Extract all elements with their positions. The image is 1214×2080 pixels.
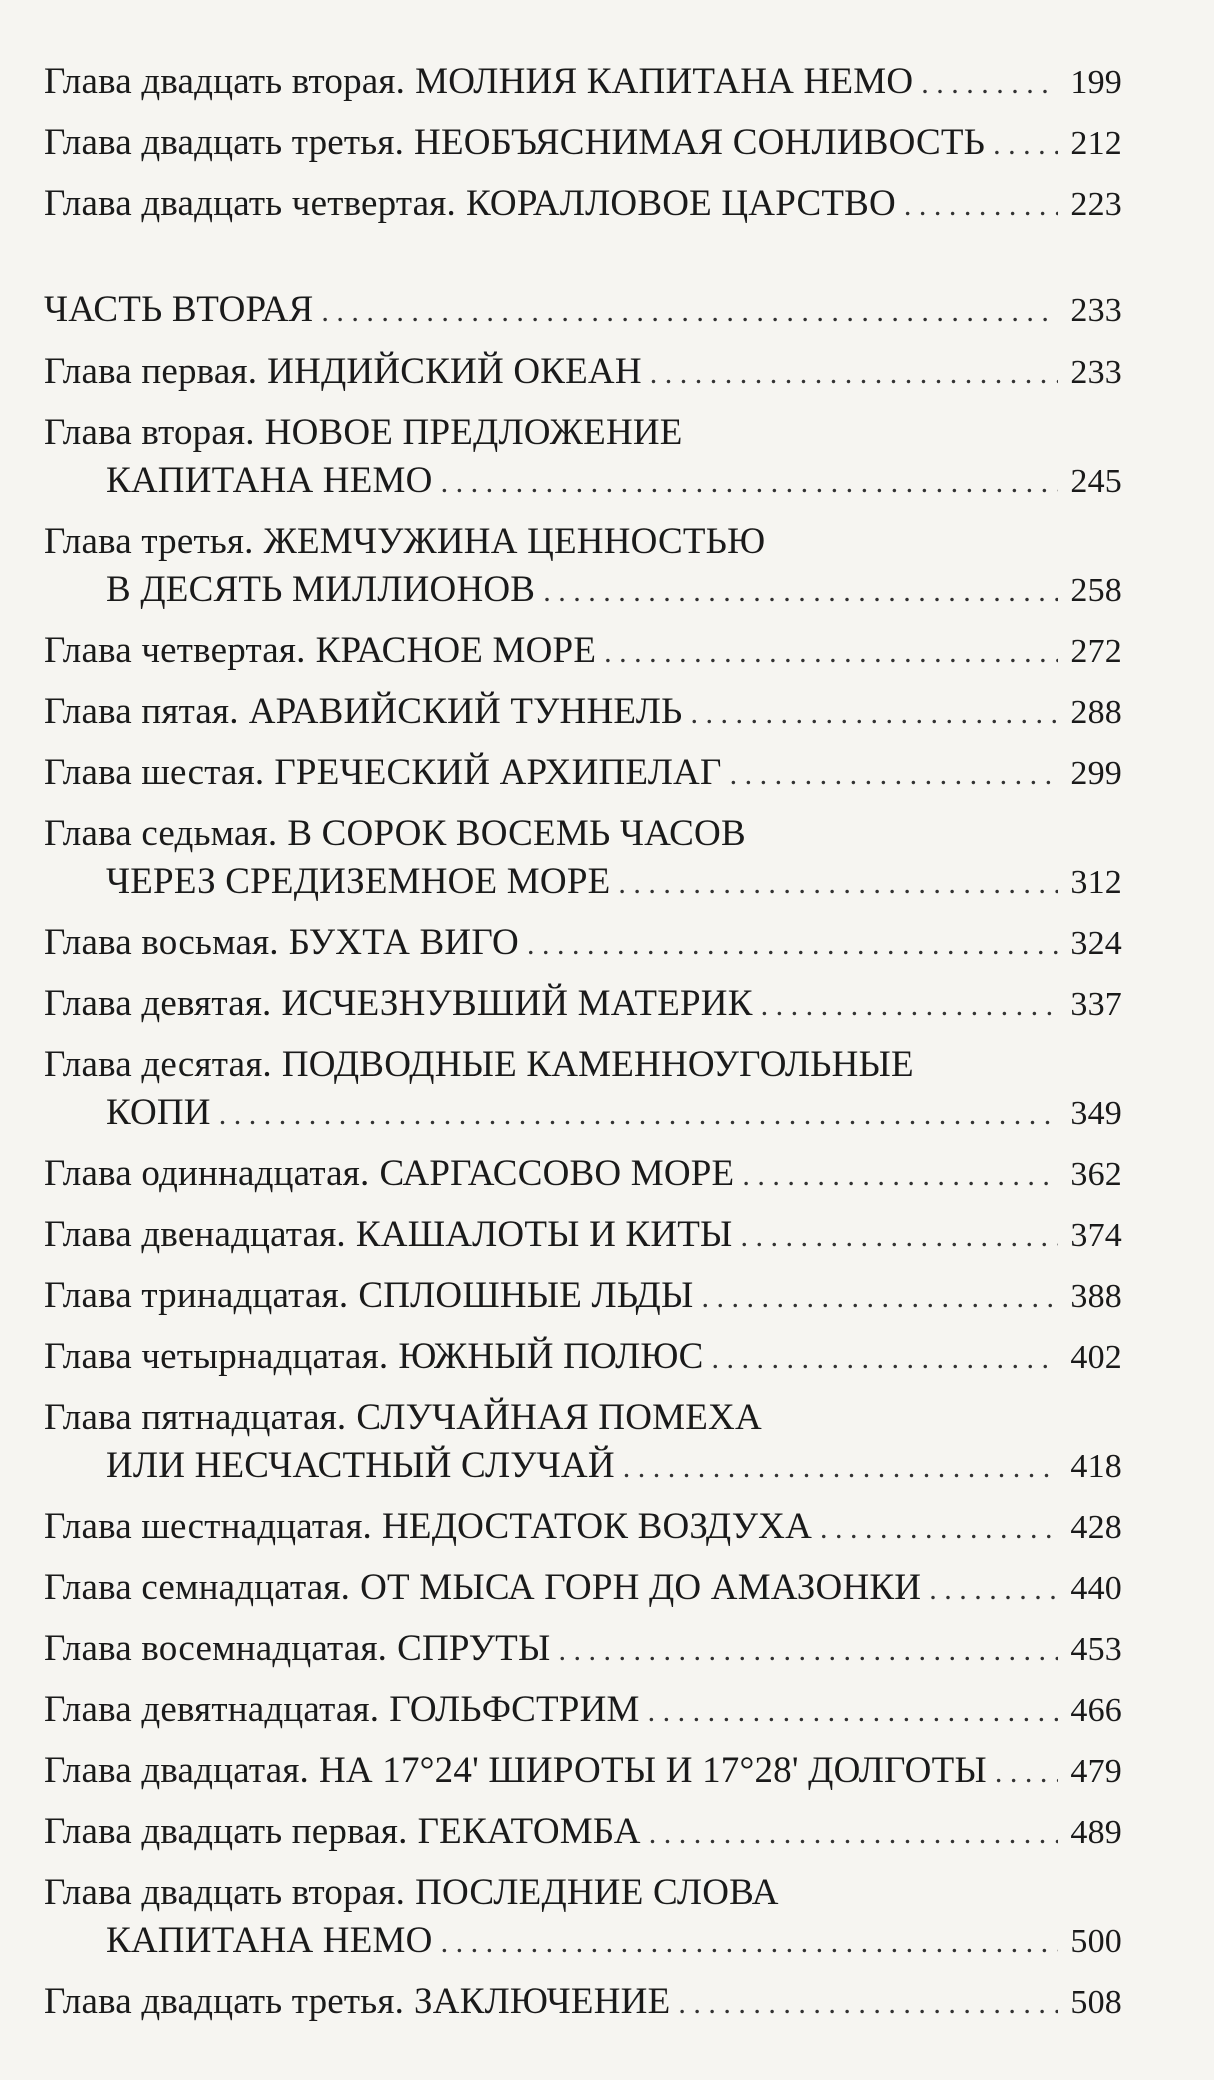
page-number: 258 [1070, 572, 1122, 609]
toc-line [44, 1564, 1122, 1614]
chapter-title: ПОДВОДНЫЕ КАМЕННОУГОЛЬНЫЕ [281, 1044, 914, 1085]
chapter-label: Глава девятнадцатая. [44, 1689, 380, 1730]
toc-entry [44, 980, 1122, 1030]
page-number: 245 [1070, 463, 1122, 500]
page-number: 299 [1070, 755, 1122, 792]
page-number: 272 [1070, 633, 1122, 670]
dot-leader [993, 121, 1058, 169]
chapter-title: НЕОБЪЯСНИМАЯ СОНЛИВОСТЬ [414, 122, 986, 163]
chapter-title: ИНДИЙСКИЙ ОКЕАН [267, 351, 642, 392]
dot-leader [441, 459, 1058, 507]
toc-entry [44, 348, 1122, 398]
toc-line [44, 1625, 1122, 1675]
dot-leader [618, 860, 1058, 908]
toc-line [44, 58, 1122, 108]
table-of-contents [44, 58, 1122, 2028]
toc-entry [44, 1686, 1122, 1736]
page-number: 288 [1070, 694, 1122, 731]
toc-entry [44, 1869, 1122, 1967]
toc-entry [44, 919, 1122, 969]
toc-entry [44, 58, 1122, 108]
chapter-title: АРАВИЙСКИЙ ТУННЕЛЬ [248, 691, 683, 732]
toc-line [44, 1503, 1122, 1553]
toc-entry [44, 1211, 1122, 1261]
chapter-title: КРАСНОЕ МОРЕ [315, 630, 597, 671]
chapter-label: Глава четвертая. [44, 630, 306, 671]
chapter-title: В ДЕСЯТЬ МИЛЛИОНОВ [106, 569, 536, 610]
page-number: 500 [1070, 1923, 1122, 1960]
dot-leader [690, 690, 1058, 738]
page-number: 349 [1070, 1095, 1122, 1132]
toc-line [44, 1686, 1122, 1736]
toc-entry [44, 1747, 1122, 1797]
page-number: 479 [1070, 1753, 1122, 1790]
toc-entry [44, 810, 1122, 908]
toc-entry [44, 627, 1122, 677]
dot-leader [648, 1688, 1058, 1736]
chapter-label: Глава восьмая. [44, 922, 279, 963]
chapter-label: Глава шестнадцатая. [44, 1506, 373, 1547]
chapter-title: ЖЕМЧУЖИНА ЦЕННОСТЬЮ [263, 521, 766, 562]
toc-line [44, 1150, 1122, 1200]
chapter-title: ЮЖНЫЙ ПОЛЮС [398, 1336, 704, 1377]
toc-line [44, 1394, 1122, 1442]
chapter-title: ЗАКЛЮЧЕНИЕ [414, 1981, 671, 2022]
toc-entry [44, 1564, 1122, 1614]
toc-line [44, 627, 1122, 677]
page-number: 428 [1070, 1509, 1122, 1546]
toc-entry [44, 180, 1122, 230]
toc-entry [44, 1272, 1122, 1322]
page-number: 312 [1070, 864, 1122, 901]
toc-line [44, 749, 1122, 799]
toc-line [44, 1211, 1122, 1261]
part-heading [44, 286, 1122, 336]
page-number: 324 [1070, 925, 1122, 962]
chapter-label: Глава тринадцатая. [44, 1275, 349, 1316]
chapter-title: КОРАЛЛОВОЕ ЦАРСТВО [465, 183, 896, 224]
toc-line [44, 180, 1122, 230]
page-number: 418 [1070, 1448, 1122, 1485]
chapter-label: Глава восемнадцатая. [44, 1628, 388, 1669]
dot-leader [904, 182, 1058, 230]
toc-line [44, 409, 1122, 457]
toc-entry [44, 1808, 1122, 1858]
chapter-label: Глава первая. [44, 351, 258, 392]
toc-entry [44, 1394, 1122, 1492]
toc-line [44, 1808, 1122, 1858]
chapter-label: Глава вторая. [44, 412, 255, 453]
dot-leader [701, 1274, 1058, 1322]
page-number: 388 [1070, 1278, 1122, 1315]
dot-leader [678, 1980, 1058, 2028]
chapter-label: Глава четырнадцатая. [44, 1336, 389, 1377]
toc-line [44, 1041, 1122, 1089]
chapter-label: Глава десятая. [44, 1044, 272, 1085]
toc-line [44, 1917, 1122, 1967]
toc-line [44, 1442, 1122, 1492]
dot-leader [650, 350, 1058, 398]
dot-leader [543, 568, 1058, 616]
toc-entry [44, 409, 1122, 507]
chapter-label: Глава пятнадцатая. [44, 1397, 347, 1438]
page-number: 362 [1070, 1156, 1122, 1193]
chapter-title: ОТ МЫСА ГОРН ДО АМАЗОНКИ [360, 1567, 922, 1608]
dot-leader [741, 1213, 1058, 1261]
toc-entry [44, 1150, 1122, 1200]
page-number: 466 [1070, 1692, 1122, 1729]
dot-leader [623, 1444, 1058, 1492]
dot-leader [441, 1919, 1058, 1967]
toc-line [44, 119, 1122, 169]
chapter-title: ГОЛЬФСТРИМ [389, 1689, 640, 1730]
chapter-title: В СОРОК ВОСЕМЬ ЧАСОВ [287, 813, 746, 854]
chapter-label: Глава двадцать третья. [44, 122, 405, 163]
chapter-label: Глава пятая. [44, 691, 239, 732]
chapter-title: ИЛИ НЕСЧАСТНЫЙ СЛУЧАЙ [106, 1445, 615, 1486]
dot-leader [820, 1505, 1058, 1553]
page-number: 508 [1070, 1984, 1122, 2021]
dot-leader [527, 921, 1058, 969]
chapter-title: ГРЕЧЕСКИЙ АРХИПЕЛАГ [274, 752, 722, 793]
page-number: 489 [1070, 1814, 1122, 1851]
toc-entry [44, 119, 1122, 169]
chapter-title: ЧАСТЬ ВТОРАЯ [44, 289, 314, 330]
dot-leader [730, 751, 1058, 799]
chapter-label: Глава двадцать третья. [44, 1981, 405, 2022]
toc-entry [44, 1333, 1122, 1383]
toc-line [44, 1747, 1122, 1797]
chapter-title: СПРУТЫ [397, 1628, 551, 1669]
chapter-title: ПОСЛЕДНИЕ СЛОВА [415, 1872, 779, 1913]
chapter-title: МОЛНИЯ КАПИТАНА НЕМО [415, 61, 914, 102]
dot-leader [712, 1335, 1059, 1383]
toc-line [44, 810, 1122, 858]
toc-line [44, 980, 1122, 1030]
chapter-label: Глава седьмая. [44, 813, 278, 854]
chapter-title: ГЕКАТОМБА [417, 1811, 641, 1852]
toc-line [44, 1333, 1122, 1383]
dot-leader [995, 1749, 1058, 1797]
dot-leader [219, 1091, 1058, 1139]
toc-line [44, 1089, 1122, 1139]
chapter-title: НА 17°24' ШИРОТЫ И 17°28' ДОЛГОТЫ [318, 1750, 987, 1791]
toc-line [44, 566, 1122, 616]
chapter-title: НЕДОСТАТОК ВОЗДУХА [382, 1506, 813, 1547]
chapter-label: Глава двадцать вторая. [44, 1872, 406, 1913]
chapter-title: КАПИТАНА НЕМО [106, 1920, 433, 1961]
page-number: 337 [1070, 986, 1122, 1023]
toc-line [44, 286, 1122, 336]
toc-line [44, 919, 1122, 969]
chapter-title: СПЛОШНЫЕ ЛЬДЫ [358, 1275, 694, 1316]
page-number: 402 [1070, 1339, 1122, 1376]
chapter-title: КАПИТАНА НЕМО [106, 460, 433, 501]
toc-line [44, 348, 1122, 398]
dot-leader [604, 629, 1058, 677]
toc-line [44, 688, 1122, 738]
page-number: 223 [1070, 186, 1122, 223]
toc-line [44, 1869, 1122, 1917]
toc-entry [44, 1978, 1122, 2028]
page-number: 233 [1070, 292, 1122, 329]
chapter-title: ЧЕРЕЗ СРЕДИЗЕМНОЕ МОРЕ [106, 861, 611, 902]
chapter-title: КАШАЛОТЫ И КИТЫ [355, 1214, 733, 1255]
chapter-title: САРГАССОВО МОРЕ [379, 1153, 735, 1194]
chapter-title: СЛУЧАЙНАЯ ПОМЕХА [356, 1397, 762, 1438]
toc-line [44, 1978, 1122, 2028]
toc-entry [44, 1041, 1122, 1139]
toc-line [44, 518, 1122, 566]
chapter-title: КОПИ [106, 1092, 211, 1133]
chapter-label: Глава двенадцатая. [44, 1214, 346, 1255]
toc-entry [44, 688, 1122, 738]
chapter-title: ИСЧЕЗНУВШИЙ МАТЕРИК [281, 983, 753, 1024]
chapter-label: Глава двадцатая. [44, 1750, 309, 1791]
chapter-label: Глава девятая. [44, 983, 272, 1024]
page-number: 199 [1070, 64, 1122, 101]
dot-leader [929, 1566, 1058, 1614]
chapter-label: Глава третья. [44, 521, 254, 562]
dot-leader [558, 1627, 1058, 1675]
chapter-title: НОВОЕ ПРЕДЛОЖЕНИЕ [264, 412, 683, 453]
chapter-label: Глава двадцать четвертая. [44, 183, 456, 224]
chapter-label: Глава двадцать первая. [44, 1811, 408, 1852]
chapter-label: Глава шестая. [44, 752, 265, 793]
toc-line [44, 1272, 1122, 1322]
dot-leader [921, 60, 1058, 108]
toc-entry [44, 1503, 1122, 1553]
dot-leader [649, 1810, 1058, 1858]
chapter-label: Глава двадцать вторая. [44, 61, 406, 102]
page-number: 374 [1070, 1217, 1122, 1254]
toc-entry [44, 749, 1122, 799]
chapter-title: БУХТА ВИГО [288, 922, 519, 963]
toc-entry [44, 1625, 1122, 1675]
page-number: 233 [1070, 354, 1122, 391]
dot-leader [742, 1152, 1058, 1200]
dot-leader [761, 982, 1058, 1030]
toc-line [44, 858, 1122, 908]
toc-entry [44, 518, 1122, 616]
dot-leader [321, 288, 1058, 336]
page-number: 212 [1070, 125, 1122, 162]
page-number: 440 [1070, 1570, 1122, 1607]
chapter-label: Глава семнадцатая. [44, 1567, 351, 1608]
page-number: 453 [1070, 1631, 1122, 1668]
chapter-label: Глава одиннадцатая. [44, 1153, 370, 1194]
toc-line [44, 457, 1122, 507]
